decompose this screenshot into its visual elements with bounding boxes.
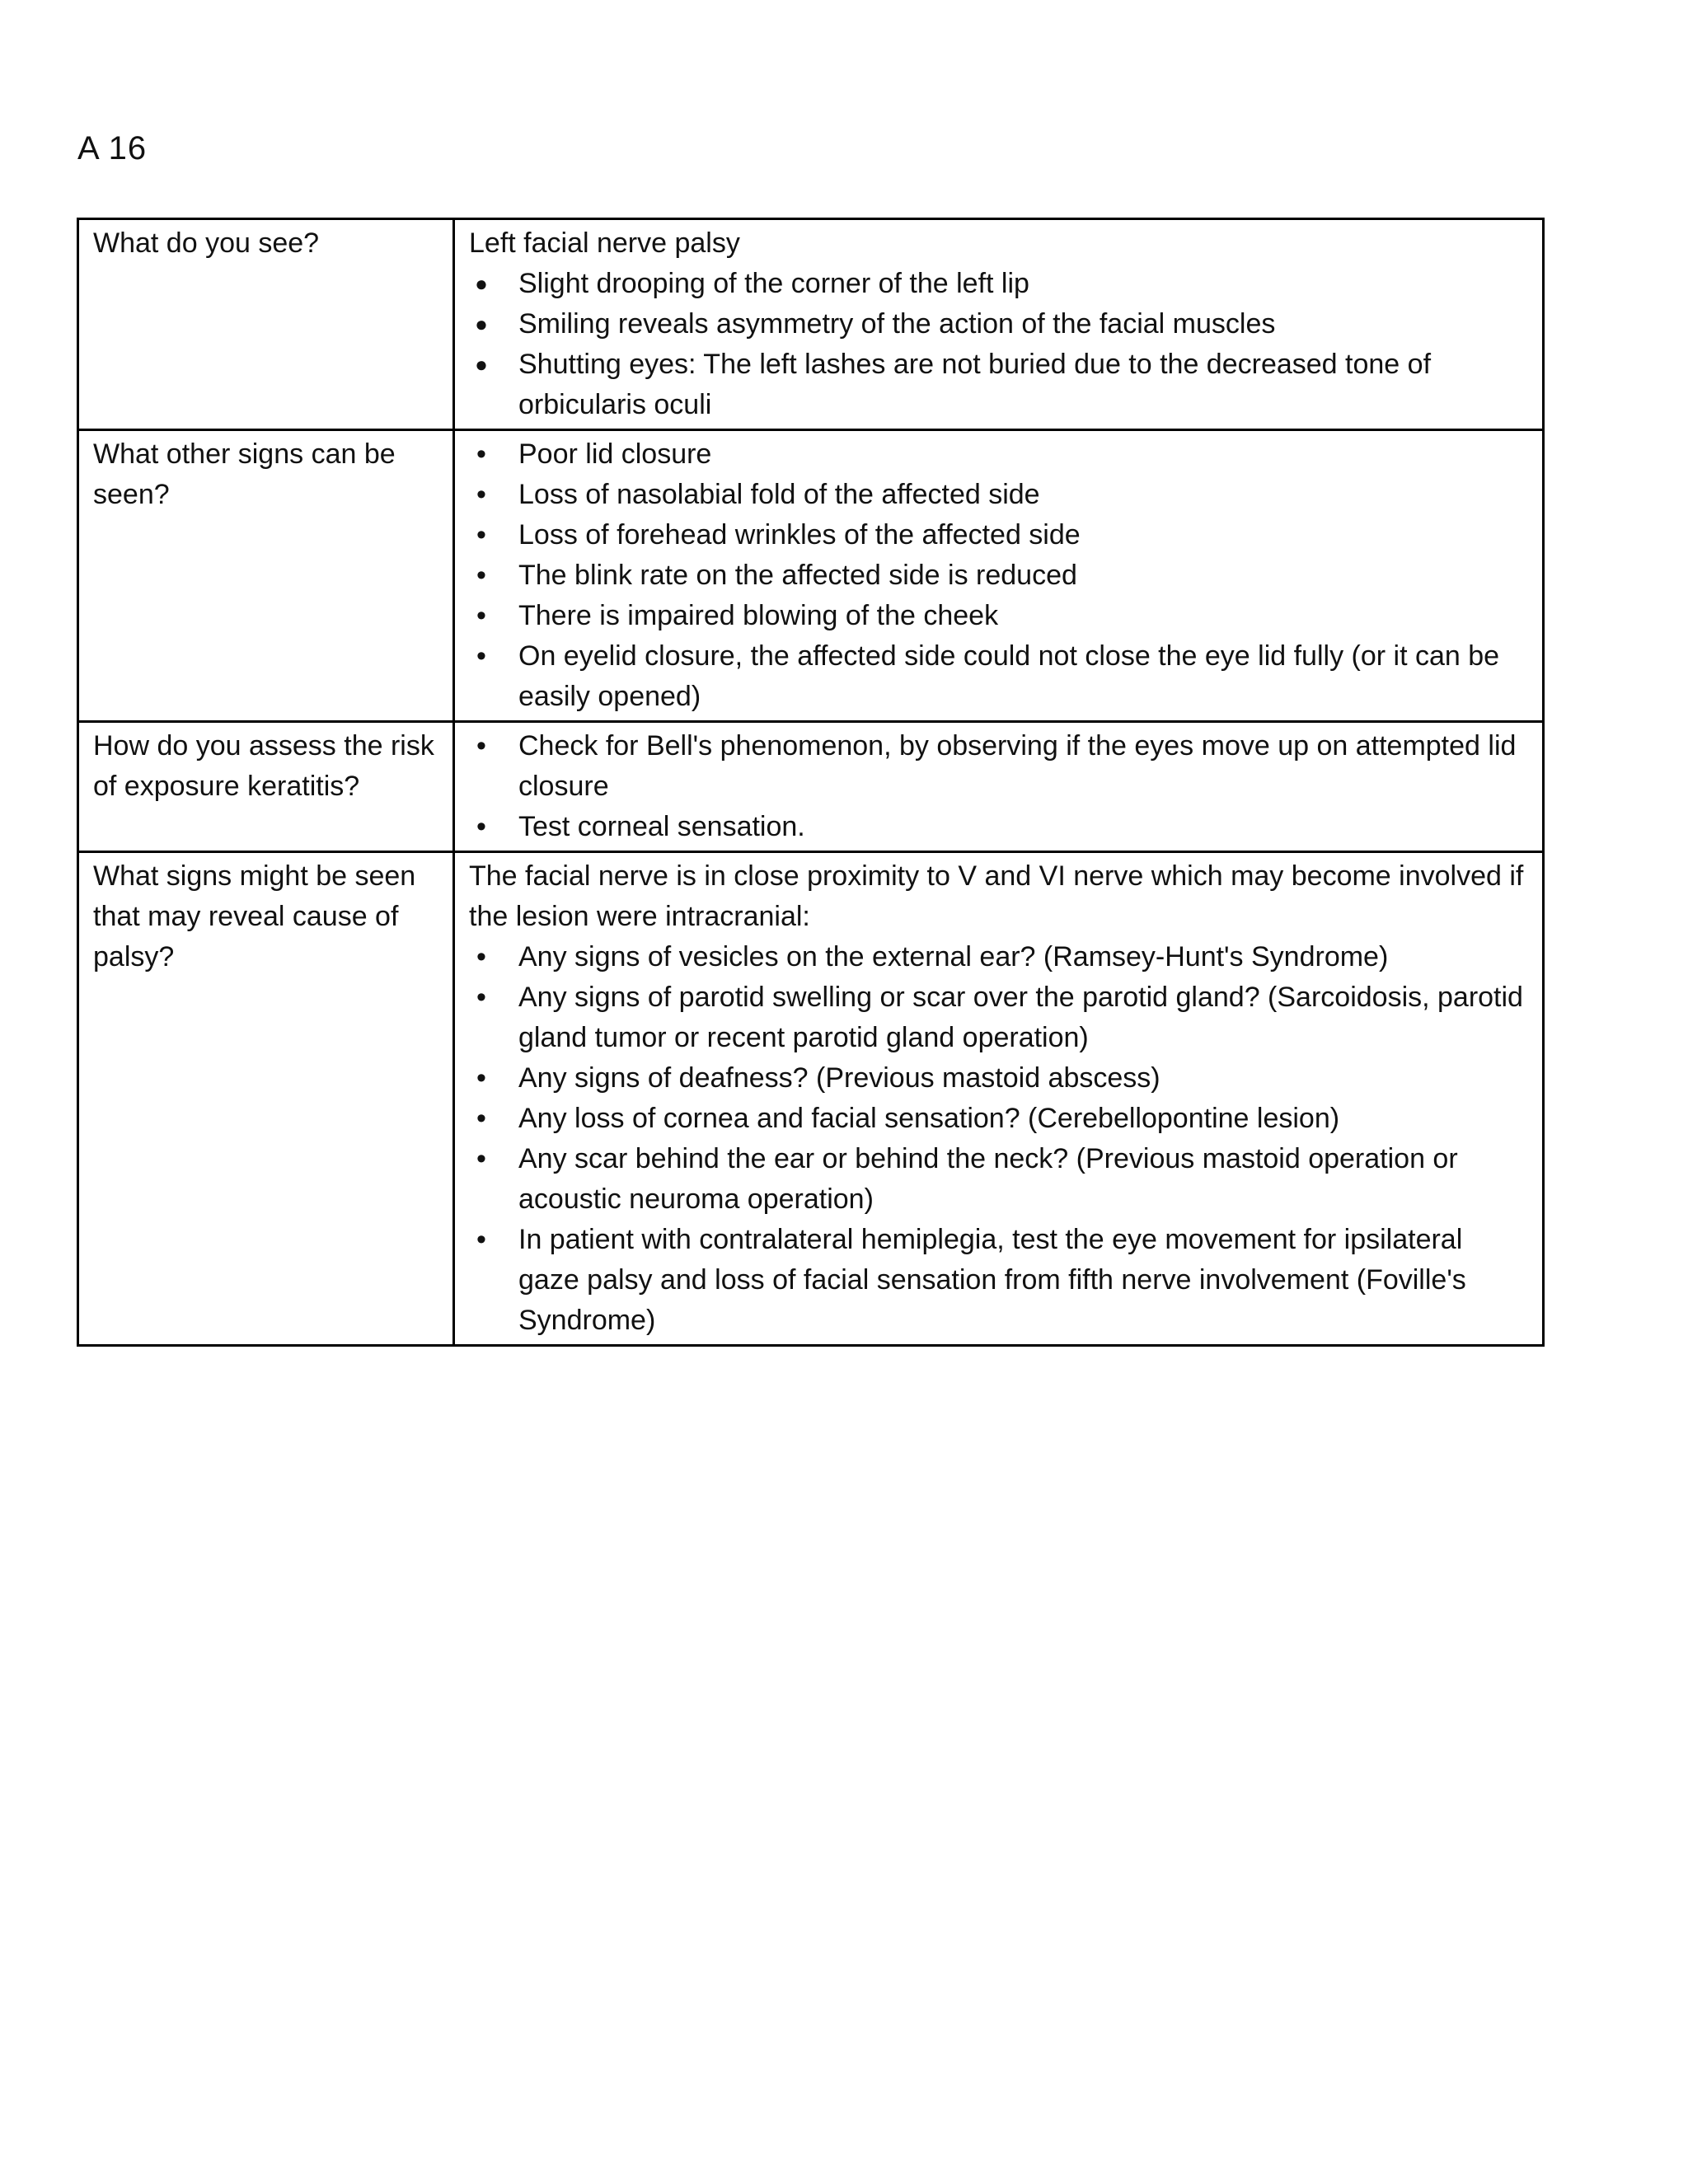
answer-intro: The facial nerve is in close proximity to V and VI nerve which may become involved if the lesion were intracranial:	[469, 860, 1524, 932]
list-item: • Any scar behind the ear or behind the neck? (Previous mastoid operation or acoustic neuroma operation)	[469, 1139, 1529, 1220]
question-cell: How do you assess the risk of exposure keratitis?	[78, 722, 454, 852]
answer-cell	[454, 852, 1544, 1346]
list-item: • Any signs of parotid swelling or scar over the parotid gland? (Sarcoidosis, parotid gland tumor or recent parotid gland operation)	[469, 977, 1529, 1058]
question-answer-table	[77, 218, 1545, 1347]
list-item: • Any loss of cornea and facial sensation? (Cerebellopontine lesion)	[469, 1099, 1529, 1139]
question-cell: What do you see?	[78, 219, 454, 430]
table-row	[78, 852, 1544, 1346]
table-row	[78, 430, 1544, 722]
list-item: ● Smiling reveals asymmetry of the action of the facial muscles	[469, 304, 1529, 344]
list-item: • Any signs of vesicles on the external ear? (Ramsey-Hunt's Syndrome)	[469, 937, 1529, 977]
answer-cell	[454, 430, 1544, 722]
table-row	[78, 219, 1544, 430]
answer-bullet-list	[469, 937, 1529, 1341]
list-item: ● Slight drooping of the corner of the left lip	[469, 264, 1529, 304]
answer-bullet-list	[469, 434, 1529, 717]
question-cell: What signs might be seen that may reveal cause of palsy?	[78, 852, 454, 1346]
list-item: • In patient with contralateral hemiplegia, test the eye movement for ipsilateral gaze palsy and loss of facial sensation from fifth nerve involvement (Foville's Syndrome)	[469, 1220, 1529, 1341]
list-item: • Loss of forehead wrinkles of the affected side	[469, 515, 1529, 555]
answer-bullet-list	[469, 264, 1529, 425]
question-cell: What other signs can be seen?	[78, 430, 454, 722]
answer-cell	[454, 722, 1544, 852]
table-row	[78, 722, 1544, 852]
list-item: • Test corneal sensation.	[469, 807, 1529, 847]
answer-cell	[454, 219, 1544, 430]
list-item: • Poor lid closure	[469, 434, 1529, 475]
list-item: • There is impaired blowing of the cheek	[469, 596, 1529, 636]
list-item: • Check for Bell's phenomenon, by observing if the eyes move up on attempted lid closure	[469, 726, 1529, 807]
list-item: • On eyelid closure, the affected side could not close the eye lid fully (or it can be easily opened)	[469, 636, 1529, 717]
answer-intro: Left facial nerve palsy	[469, 227, 740, 259]
answer-bullet-list	[469, 726, 1529, 847]
page-title: A 16	[77, 130, 148, 166]
list-item: • Loss of nasolabial fold of the affected side	[469, 475, 1529, 515]
list-item: ● Shutting eyes: The left lashes are not buried due to the decreased tone of orbicularis oculi	[469, 344, 1529, 425]
list-item: • The blink rate on the affected side is reduced	[469, 555, 1529, 596]
list-item: • Any signs of deafness? (Previous mastoid abscess)	[469, 1058, 1529, 1099]
